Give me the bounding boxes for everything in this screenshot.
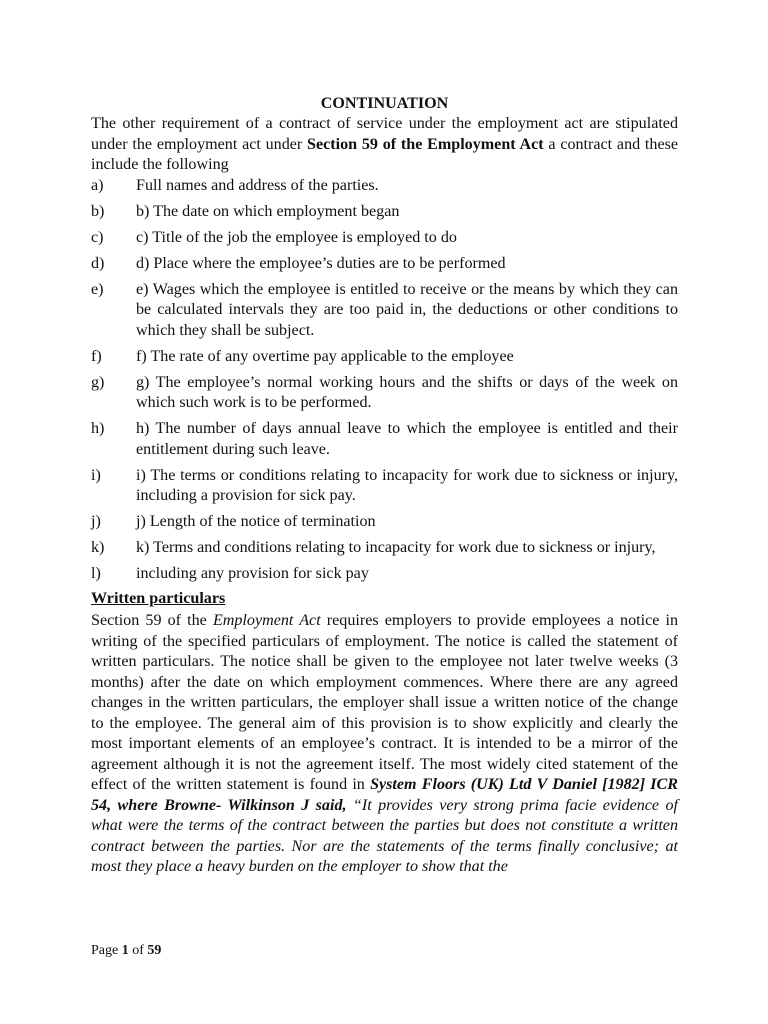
body-text: Section 59 of the: [91, 612, 213, 629]
intro-act-reference: Section 59 of the Employment Act: [307, 135, 544, 153]
list-item-text: e) Wages which the employee is entitled to receive or the means by which they can be calculated intervals they are too paid in, the deductions or other conditions to which they shall be subject.: [136, 280, 678, 339]
body-paragraph: [91, 611, 678, 878]
list-item: [91, 419, 678, 460]
list-item: [91, 373, 678, 414]
case-citation: System Floors (UK) Ltd V Daniel [1982] ICR 54, where Browne- Wilkinson J said,: [91, 776, 678, 814]
footer-total-pages: 59: [147, 943, 162, 958]
list-marker: d): [91, 254, 105, 272]
list-item: [91, 254, 678, 275]
list-marker: c): [91, 228, 104, 246]
list-item-text: k) Terms and conditions relating to incapacity for work due to sickness or injury,: [136, 539, 656, 556]
list-item: [91, 564, 678, 585]
list-item-text: i) The terms or conditions relating to incapacity for work due to sickness or injury, including a provision for sick pay.: [136, 466, 678, 504]
list-item-text: j) Length of the notice of termination: [136, 513, 376, 530]
list-item: [91, 228, 678, 249]
list-item: [91, 280, 678, 342]
list-item-text: f) The rate of any overtime pay applicable to the employee: [136, 347, 514, 365]
list-item-text: b) The date on which employment began: [136, 202, 400, 220]
case-quote: “It provides very strong prima facie evidence of what were the terms of the contract between the parties but does not constitute a written contract between the parties. Nor are the statements of the terms finally conclusive; at most they place a heavy burden on the employer to show that the: [91, 796, 678, 875]
list-item: [91, 176, 678, 197]
list-marker: i): [91, 466, 101, 484]
list-marker: h): [91, 420, 105, 437]
list-marker: b): [91, 202, 105, 220]
list-marker: l): [91, 565, 101, 582]
list-item: [91, 347, 678, 368]
intro-paragraph: [91, 114, 678, 176]
list-marker: a): [91, 176, 104, 194]
list-item: [91, 538, 678, 559]
section-heading: Written particulars: [91, 589, 226, 607]
page-footer: [91, 943, 161, 959]
list-marker: g): [91, 373, 105, 391]
requirements-list: [91, 176, 678, 585]
list-item-text: c) Title of the job the employee is employed to do: [136, 228, 457, 246]
footer-page-label: Page: [91, 943, 119, 958]
list-marker: k): [91, 539, 105, 556]
act-name: Employment Act: [212, 612, 321, 629]
list-item: [91, 202, 678, 223]
list-item: [91, 466, 678, 507]
list-item-text: g) The employee’s normal working hours and the shifts or days of the week on which such work is to be performed.: [136, 373, 678, 411]
intro-text: The other requirement of a contract of service under the employment act are stipulated under the employment act under: [91, 115, 678, 153]
list-item-text: d) Place where the employee’s duties are to be performed: [136, 254, 506, 272]
footer-of-label: of: [132, 943, 144, 958]
list-item: [91, 512, 678, 533]
list-marker: f): [91, 347, 102, 365]
list-item-text: h) The number of days annual leave to which the employee is entitled and their entitlement during such leave.: [136, 420, 678, 458]
list-item-text: including any provision for sick pay: [136, 565, 369, 582]
list-item-text: Full names and address of the parties.: [136, 176, 379, 194]
intro-text-end: a contract and these include the following: [91, 135, 678, 173]
body-text-cont: requires employers to provide employees a notice in writing of the specified particulars of employment. The notice is called the statement of written particulars. The notice shall be given to the employee not later twelve weeks (3 months) after the date on which employment commences. Where there are any agreed changes in the written particulars, the employer shall issue a written notice of the change to the employee. The general aim of this provision is to show explicitly and clearly the most important elements of an employee’s contract. It is intended to be a mirror of the agreement although it is not the agreement itself. The most widely cited statement of the effect of the written statement is found in: [91, 612, 679, 793]
document-page: [91, 94, 678, 878]
footer-current-page: 1: [121, 943, 129, 958]
list-marker: e): [91, 280, 104, 298]
list-marker: j): [91, 513, 101, 530]
page-title: CONTINUATION: [320, 95, 449, 112]
